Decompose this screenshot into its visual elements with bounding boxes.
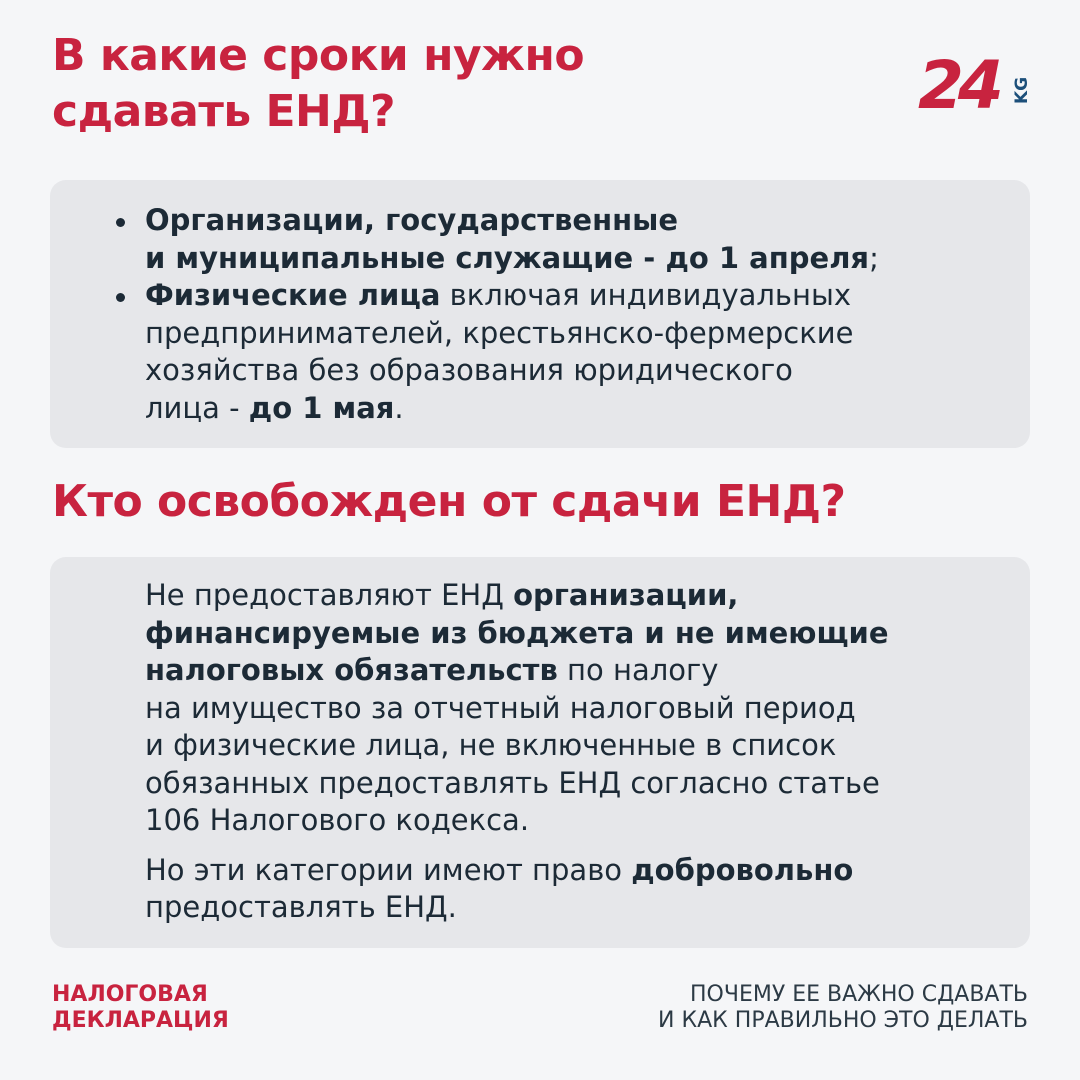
deadline-item-1-line-2: и муниципальные служащие - до 1 апреля: [145, 240, 870, 275]
exemptions-line-1-plain: Не предоставляют ЕНД: [145, 578, 514, 612]
exemptions-line-1: [145, 577, 990, 615]
exemptions-line-3: [145, 652, 990, 690]
deadline-item-2-line-1-wrap: [145, 277, 1010, 315]
deadline-item-2-line-4-wrap: [145, 390, 1010, 428]
page-title: [52, 28, 852, 140]
page-title-line-1: В какие сроки нужно: [52, 30, 585, 81]
exemptions-line-3-plain: по налогу: [557, 653, 719, 687]
deadline-item-2-bold: Физические лица: [145, 278, 441, 312]
voluntary-line-2: предоставлять ЕНД.: [145, 890, 457, 924]
footer-right-line-2: И КАК ПРАВИЛЬНО ЭТО ДЕЛАТЬ: [658, 1008, 1028, 1033]
footer-right-line-1: ПОЧЕМУ ЕЕ ВАЖНО СДАВАТЬ: [690, 982, 1028, 1007]
brand-logo: [918, 44, 1030, 116]
exemptions-line-3-bold: налоговых обязательств: [145, 653, 558, 687]
deadline-item-2-line-4-end: .: [394, 390, 404, 425]
deadline-item-1-line-1: Организации, государственные: [145, 203, 679, 237]
voluntary-line-1-plain: Но эти категории имеют право: [145, 852, 632, 887]
exemptions-line-5: и физические лица, не включенные в список: [145, 728, 837, 762]
exemptions-line-1-bold: организации,: [513, 578, 739, 612]
deadline-item-individuals: [145, 277, 1010, 427]
section-title-exemptions: [52, 474, 1012, 530]
exemptions-line-2: финансируемые из бюджета и не имеющие: [145, 615, 889, 650]
deadlines-list: [145, 202, 1010, 427]
exemptions-line-4: на имущество за отчетный налоговый период: [145, 690, 856, 725]
deadlines-card: [50, 180, 1030, 448]
footer-left-line-1: НАЛОГОВАЯ: [52, 982, 208, 1007]
exemptions-card: [50, 557, 1030, 948]
exemptions-line-7: 106 Налогового кодекса.: [145, 803, 530, 837]
voluntary-line-1-bold: добровольно: [631, 852, 854, 887]
deadline-item-1-tail: ;: [869, 240, 879, 275]
footer-series-label: [52, 982, 229, 1034]
footer-left-line-2: ДЕКЛАРАЦИЯ: [52, 1008, 229, 1033]
logo-24kg-icon: [918, 44, 1030, 116]
deadline-item-2-line-4-start: лица -: [145, 390, 249, 425]
exemptions-paragraph: [145, 577, 990, 840]
deadline-item-2-date: до 1 мая: [248, 390, 395, 425]
deadline-item-2-line-3: хозяйства без образования юридического: [145, 353, 793, 387]
deadline-item-organizations: [145, 202, 1010, 277]
logo-number: 24: [918, 47, 998, 116]
page-title-line-2: сдавать ЕНД?: [52, 86, 396, 137]
exemptions-line-6: обязанных предоставлять ЕНД согласно статье: [145, 765, 880, 800]
voluntary-line-1: [145, 852, 990, 890]
voluntary-paragraph: [145, 852, 990, 927]
footer-subtitle: [658, 982, 1028, 1034]
logo-suffix: KG: [1012, 76, 1030, 104]
section-title-text: Кто освобожден от сдачи ЕНД?: [52, 476, 846, 527]
deadline-item-2-line-2: предпринимателей, крестьянско-фермерские: [145, 315, 854, 350]
deadline-item-2-line-1: включая индивидуальных: [440, 278, 852, 312]
deadline-item-1-line-2-wrap: [145, 240, 1010, 278]
